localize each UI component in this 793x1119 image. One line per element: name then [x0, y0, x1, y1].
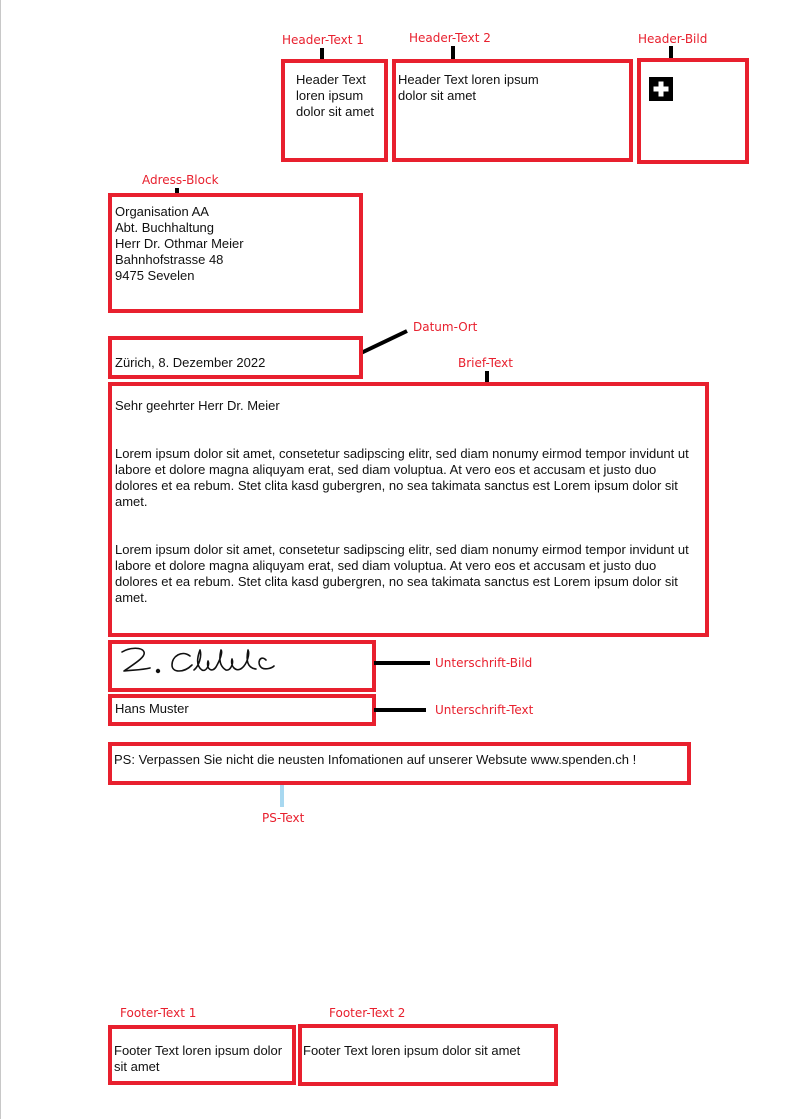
ps-text: PS: Verpassen Sie nicht die neusten Infomationen auf unserer Websute www.spenden.ch !: [114, 752, 637, 767]
label-date-place: Datum-Ort: [413, 320, 478, 334]
label-header-text-2: Header-Text 2: [409, 31, 491, 45]
label-address-block: Adress-Block: [142, 173, 219, 187]
leader-header-text-2: [451, 46, 455, 60]
date-place: Zürich, 8. Dezember 2022: [115, 355, 266, 370]
label-header-text-1: Header-Text 1: [282, 33, 364, 47]
label-signature-text: Unterschrift-Text: [435, 703, 534, 717]
swiss-cross-icon: [649, 77, 673, 101]
letter-paragraph: Lorem ipsum dolor sit amet, consetetur sadipscing elitr, sed diam nonumy eirmod tempor invidunt ut labore et dolore magna aliquyam erat, sed diam voluptua. At vero eos et accusam et justo duo dolores et ea rebum. Stet clita kasd gubergren, no sea takimata sanctus est Lorem ipsum dolor sit amet.: [115, 542, 689, 605]
handwritten-signature-icon: [116, 644, 276, 684]
leader-ps-text: [280, 785, 284, 807]
leader-signature-text: [374, 708, 426, 712]
leader-signature-image: [374, 661, 430, 665]
header-image-frame: [637, 58, 749, 164]
header-text-1: Header Text loren ipsum dolor sit amet: [296, 72, 375, 119]
label-footer-text-1: Footer-Text 1: [120, 1006, 197, 1020]
address-lines: Organisation AA Abt. Buchhaltung Herr Dr. Othmar Meier Bahnhofstrasse 48 9475 Sevelen: [115, 204, 244, 283]
page-edge: [0, 0, 1, 1119]
header-text-2: Header Text loren ipsum dolor sit amet: [398, 72, 539, 103]
footer-text-2: Footer Text loren ipsum dolor sit amet: [303, 1043, 521, 1058]
letter-salutation: Sehr geehrter Herr Dr. Meier: [115, 398, 280, 413]
label-ps-text: PS-Text: [262, 811, 305, 825]
label-header-image: Header-Bild: [638, 32, 708, 46]
label-letter-text: Brief-Text: [458, 356, 513, 370]
leader-date-place: [358, 327, 410, 357]
letter-paragraph: Lorem ipsum dolor sit amet, consetetur sadipscing elitr, sed diam nonumy eirmod tempor invidunt ut labore et dolore magna aliquyam erat, sed diam voluptua. At vero eos et accusam et justo duo dolores et ea rebum. Stet clita kasd gubergren, no sea takimata sanctus est Lorem ipsum dolor sit amet.: [115, 446, 689, 509]
label-signature-image: Unterschrift-Bild: [435, 656, 533, 670]
signature-name: Hans Muster: [115, 701, 189, 716]
letter-text-frame: [108, 382, 709, 637]
label-footer-text-2: Footer-Text 2: [329, 1006, 406, 1020]
footer-text-1: Footer Text loren ipsum dolor sit amet: [114, 1043, 283, 1074]
